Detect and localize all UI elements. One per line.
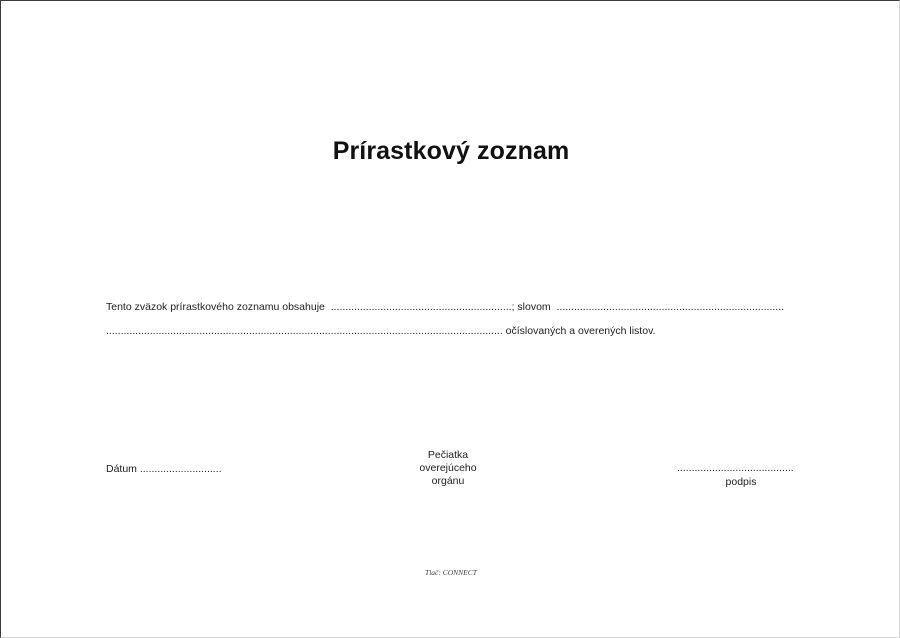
numbered-sheets-line: ........................................................................................................................................ očíslovaných a overených listov. [106,325,656,337]
stamp-label-line-2: overejúceho [419,462,477,474]
stamp-label-line-3: orgánu [431,475,465,487]
signature-label: podpis [725,476,757,488]
stamp-label-line-1: Pečiatka [427,449,469,461]
date-field: Dátum ............................ [106,463,222,475]
stamp-label [393,449,503,488]
signature-line: ........................................ [677,462,794,474]
volume-contents-line: Tento zväzok prírastkového zoznamu obsahuje ..............................................................; slovom .............................................................................. [106,301,785,313]
document-title: Prírastkový zoznam [332,137,570,165]
printer-note: Tlač: CONNECT [425,568,477,577]
